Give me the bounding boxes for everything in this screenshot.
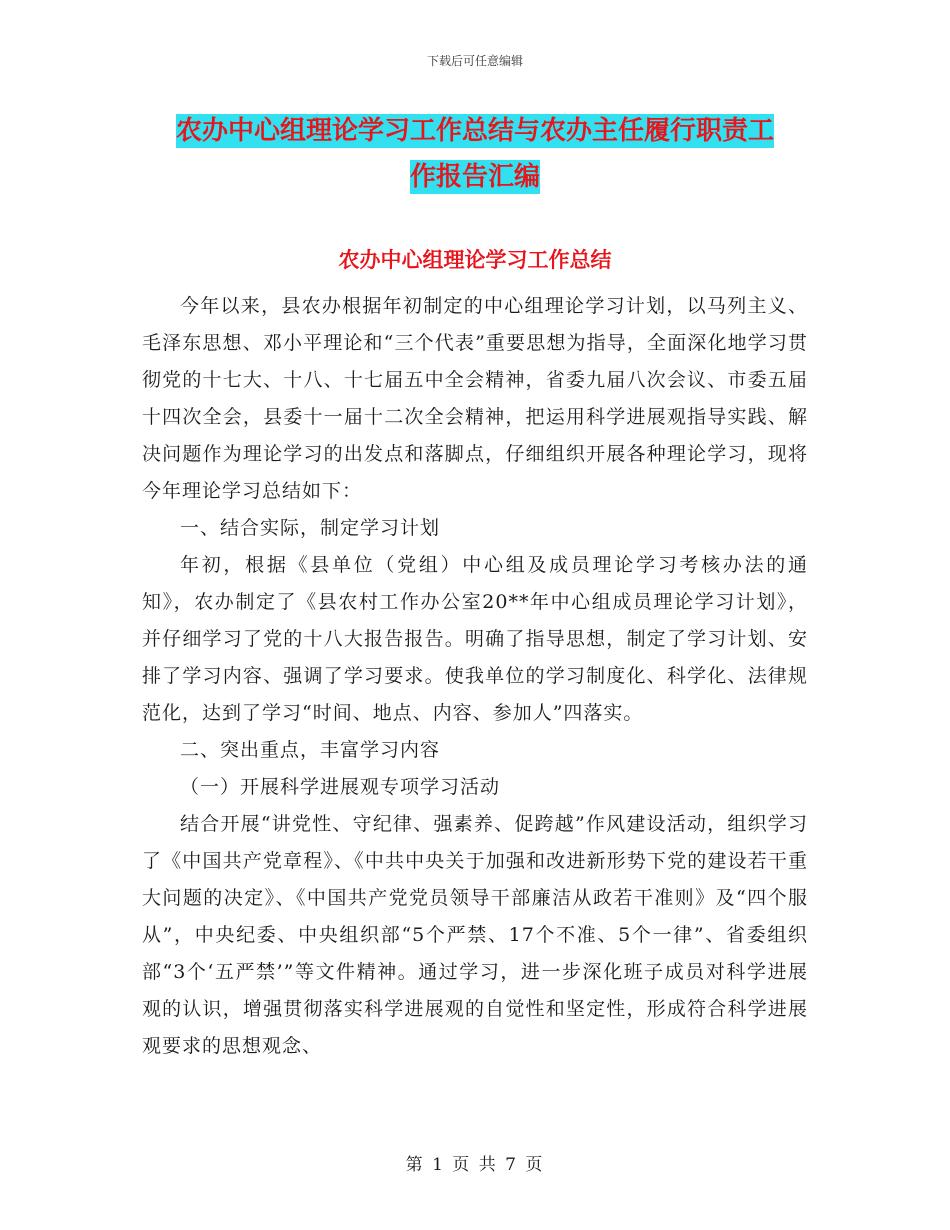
document-body [142, 288, 808, 1065]
section-title: 农办中心组理论学习工作总结 [338, 248, 612, 272]
document-title-line-2: 作报告汇编 [409, 162, 540, 192]
page-number: 第 1 页 共 7 页 [405, 1155, 545, 1175]
body-paragraph-activity: 结合开展“讲党性、守纪律、强素养、促跨越”作风建设活动，组织学习了《中国共产党章程》、《中共中央关于加强和改进新形势下党的建设若干重大问题的决定》、《中国共产党党员领导干部廉洁从政若干准则》及“四个服从”，中央纪委、中央组织部“5个严禁、17个不准、5个一律”、省委组织部“3个‘五严禁’”等文件精神。通过学习，进一步深化班子成员对科学进展观的认识，增强贯彻落实科学进展观的自觉性和坚定性，形成符合科学进展观要求的思想观念、 [142, 813, 808, 1057]
body-paragraph-plan: 年初，根据《县单位（党组）中心组及成员理论学习考核办法的通知》，农办制定了《县农村工作办公室20**年中心组成员理论学习计划》，并仔细学习了党的十八大报告报告。明确了指导思想，制定了学习计划、安排了学习内容、强调了学习要求。使我单位的学习制度化、科学化、法律规范化，达到了学习“时间、地点、内容、参加人”四落实。 [142, 554, 808, 724]
body-subheading-1: （一）开展科学进展观专项学习活动 [180, 776, 501, 798]
body-paragraph-intro: 今年以来，县农办根据年初制定的中心组理论学习计划，以马列主义、毛泽东思想、邓小平理论和“三个代表”重要思想为指导，全面深化地学习贯彻党的十七大、十八、十七届五中全会精神，省委九届八次会议、市委五届十四次全会，县委十一届十二次全会精神，把运用科学进展观指导实践、解决问题作为理论学习的出发点和落脚点，仔细组织开展各种理论学习，现将今年理论学习总结如下： [142, 295, 808, 502]
body-heading-1: 一、结合实际，制定学习计划 [180, 517, 441, 539]
document-title-line-1: 农办中心组理论学习工作总结与农办主任履行职责工 [175, 116, 774, 146]
page-header-note: 下载后可任意编辑 [426, 54, 523, 68]
body-heading-2: 二、突出重点，丰富学习内容 [180, 739, 441, 761]
document-title [140, 108, 810, 200]
